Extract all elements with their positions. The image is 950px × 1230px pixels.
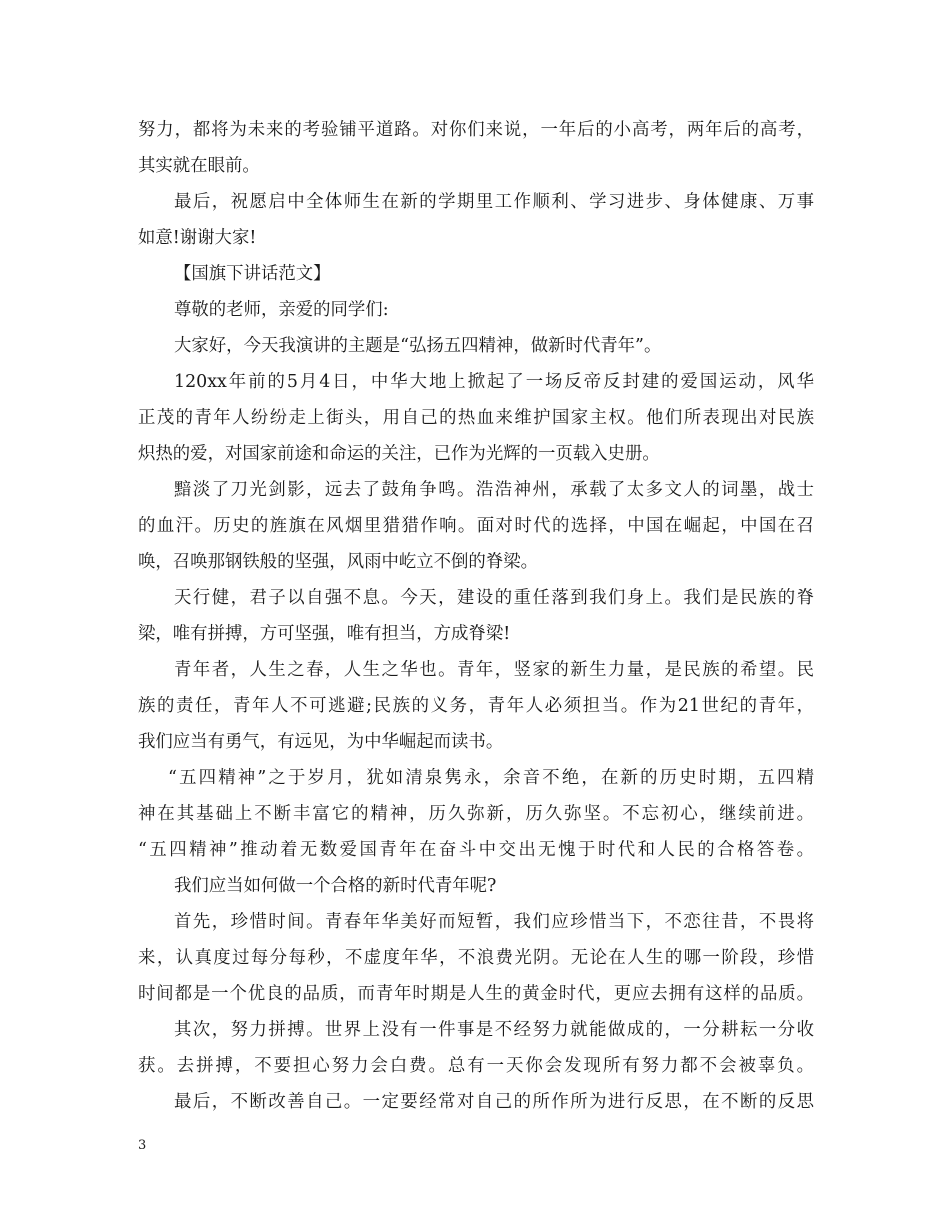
text-line: 神在其基础上不断丰富它的精神，历久弥新，历久弥坚。不忘初心，继续前进。 <box>138 804 814 824</box>
text-line: 尊敬的老师，亲爱的同学们: <box>174 300 389 320</box>
text-line: 我们应当有勇气，有远见，为中华崛起而读书。 <box>138 732 504 752</box>
text-line: 大家好，今天我演讲的主题是“弘扬五四精神，做新时代青年”。 <box>174 336 662 356</box>
text-line: 唤，召唤那钢铁般的坚强，风雨中屹立不倒的脊梁。 <box>138 552 538 572</box>
text-line: 族的责任，青年人不可逃避;民族的义务，青年人必须担当。作为21世纪的青年， <box>138 696 814 716</box>
text-line: 最后，不断改善自己。一定要经常对自己的所作所为进行反思，在不断的反思 <box>174 1092 814 1112</box>
text-line: “五四精神”之于岁月，犹如清泉隽永，余音不绝，在新的历史时期，五四精 <box>168 768 814 788</box>
text-line: 正茂的青年人纷纷走上街头，用自己的热血来维护国家主权。他们所表现出对民族 <box>138 408 814 428</box>
text-line: 天行健，君子以自强不息。今天，建设的重任落到我们身上。我们是民族的脊 <box>174 588 814 608</box>
text-line: 其实就在眼前。 <box>138 156 260 176</box>
text-line: 我们应当如何做一个合格的新时代青年呢? <box>174 876 497 896</box>
text-line: 青年者，人生之春，人生之华也。青年，竖家的新生力量，是民族的希望。民 <box>174 660 814 680</box>
text-line: 最后，祝愿启中全体师生在新的学期里工作顺利、学习进步、身体健康、万事 <box>174 192 814 212</box>
text-line: 如意!谢谢大家! <box>138 228 257 248</box>
text-line: “五四精神”推动着无数爱国青年在奋斗中交出无愧于时代和人民的合格答卷。 <box>138 840 814 860</box>
text-line: 的血汗。历史的旌旗在风烟里猎猎作响。面对时代的选择，中国在崛起，中国在召 <box>138 516 814 536</box>
text-line: 首先，珍惜时间。青春年华美好而短暂，我们应珍惜当下，不恋往昔，不畏将 <box>174 912 814 932</box>
text-line: 120xx年前的5月4日，中华大地上掀起了一场反帝反封建的爱国运动，风华 <box>174 372 814 392</box>
text-line: 黯淡了刀光剑影，远去了鼓角争鸣。浩浩神州，承载了太多文人的词墨，战士 <box>174 480 814 500</box>
page-number: 3 <box>138 1138 147 1153</box>
text-line: 时间都是一个优良的品质，而青年时期是人生的黄金时代，更应去拥有这样的品质。 <box>138 984 814 1004</box>
text-line: 来，认真度过每分每秒，不虚度年华，不浪费光阴。无论在人生的哪一阶段，珍惜 <box>138 948 814 968</box>
text-line: 努力，都将为未来的考验铺平道路。对你们来说，一年后的小高考，两年后的高考， <box>138 120 814 140</box>
text-line: 其次，努力拼搏。世界上没有一件事是不经努力就能做成的，一分耕耘一分收 <box>174 1020 814 1040</box>
text-line: 梁，唯有拼搏，方可坚强，唯有担当，方成脊梁! <box>138 624 511 644</box>
section-heading: 【国旗下讲话范文】 <box>174 264 331 284</box>
text-line: 获。去拼搏，不要担心努力会白费。总有一天你会发现所有努力都不会被辜负。 <box>138 1056 814 1076</box>
text-line: 炽热的爱，对国家前途和命运的关注，已作为光辉的一页载入史册。 <box>138 444 660 464</box>
